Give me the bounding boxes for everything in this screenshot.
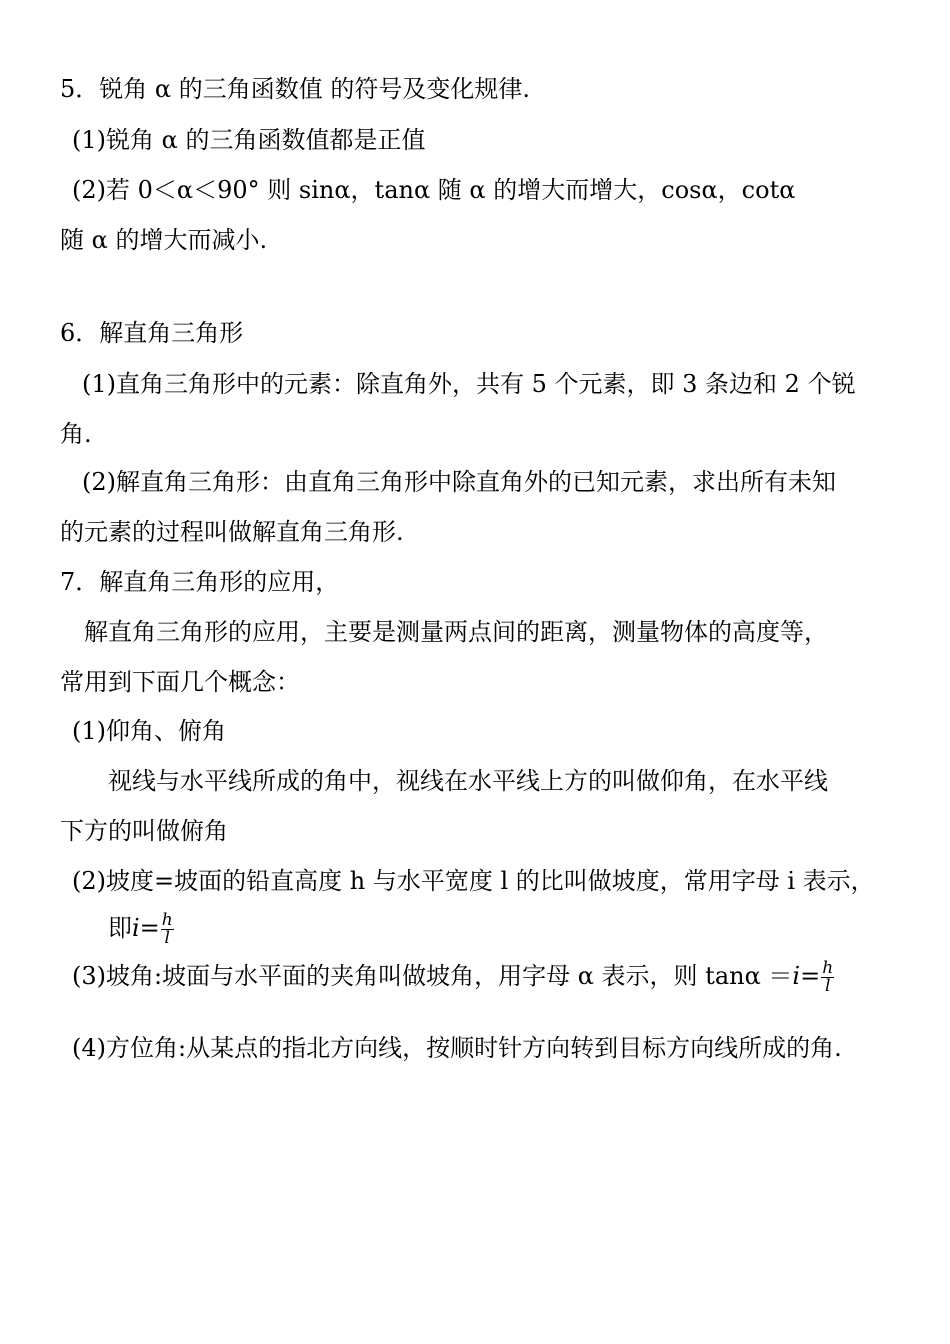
section5-heading: 5．锐角 α 的三角函数值 的符号及变化规律. [60, 75, 530, 103]
section7-intro-line2: 常用到下面几个概念： [60, 668, 300, 696]
section7-item3 [72, 958, 834, 995]
section7-item2-formula [108, 910, 174, 947]
fraction-denominator: l [164, 928, 170, 948]
formula-lhs: i= [132, 914, 160, 942]
section6-item1-line2: 角. [60, 420, 92, 448]
fraction-numerator: h [822, 958, 834, 978]
section7-heading: 7．解直角三角形的应用， [60, 568, 340, 596]
section7-item1-line2: 下方的叫做俯角 [60, 817, 228, 845]
section6-heading: 6．解直角三角形 [60, 319, 244, 347]
item3-formula-lhs: i= [792, 962, 821, 990]
slope-fraction [161, 912, 174, 947]
section6-item1-line1: (1)直角三角形中的元素：除直角外，共有 5 个元素，即 3 条边和 2 个锐 [82, 370, 856, 398]
slope-angle-fraction [821, 960, 834, 995]
fraction-numerator: h [161, 910, 173, 930]
section5-item2-line1: (2)若 0＜α＜90° 则 sinα，tanα 随 α 的增大而增大，cosα，cotα [72, 176, 796, 204]
section7-item4: (4)方位角:从某点的指北方向线，按顺时针方向转到目标方向线所成的角. [72, 1034, 842, 1062]
section5-item1: (1)锐角 α 的三角函数值都是正值 [72, 126, 426, 154]
section6-item2-line2: 的元素的过程叫做解直角三角形. [60, 518, 404, 546]
formula-prefix: 即 [108, 914, 132, 942]
section5-item2-line2: 随 α 的增大而减小. [60, 226, 268, 254]
section6-item2-line1: (2)解直角三角形：由直角三角形中除直角外的已知元素，求出所有未知 [82, 468, 836, 496]
fraction-denominator: l [824, 976, 831, 996]
section7-item1-line1: 视线与水平线所成的角中，视线在水平线上方的叫做仰角，在水平线 [108, 767, 828, 795]
section7-item1-title: (1)仰角、俯角 [72, 717, 226, 745]
section7-intro-line1: 解直角三角形的应用，主要是测量两点间的距离，测量物体的高度等， [84, 618, 828, 646]
item3-text: (3)坡角:坡面与水平面的夹角叫做坡角，用字母 α 表示，则 tanα ＝ [72, 962, 793, 990]
section7-item2-line1: (2)坡度=坡面的铅直高度 h 与水平宽度 l 的比叫做坡度，常用字母 i 表示， [72, 867, 875, 895]
